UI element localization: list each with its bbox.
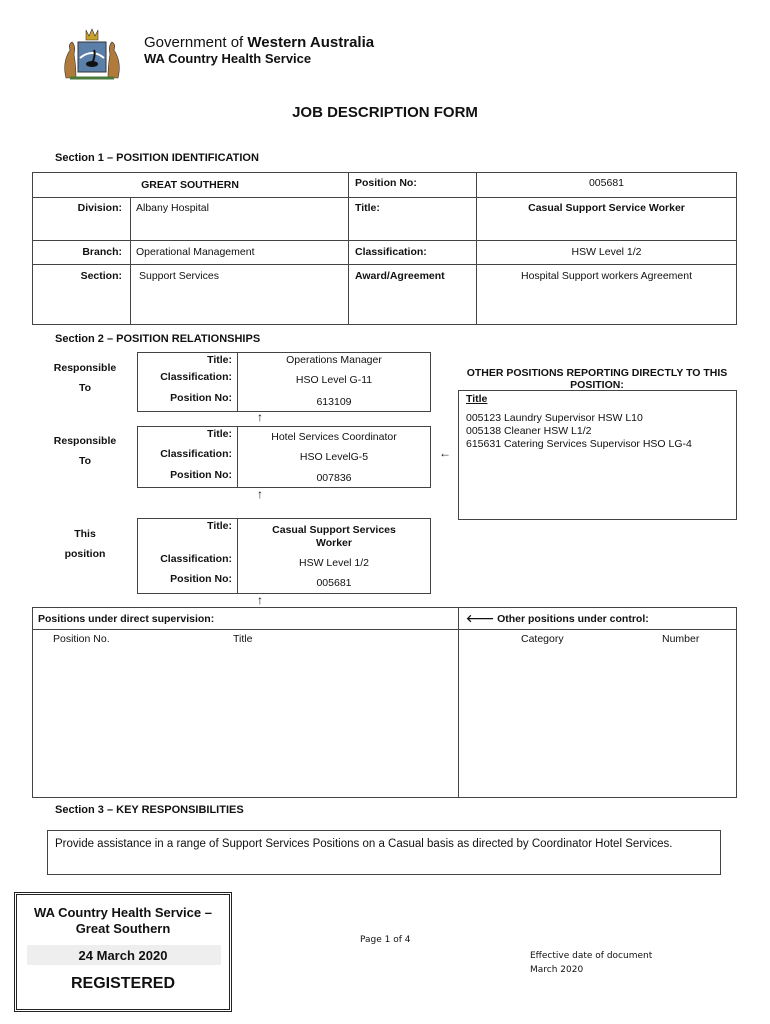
- service-heading: WA Country Health Service: [144, 51, 312, 66]
- section3-heading: Section 3 – KEY RESPONSIBILITIES: [55, 804, 244, 816]
- classification-value: HSW Level 1/2: [571, 246, 642, 258]
- coat-of-arms-logo: [56, 24, 128, 84]
- other-positions-list: [466, 412, 692, 451]
- list-item: 615631 Catering Services Supervisor HSO LG-4: [466, 438, 692, 450]
- position-no-label: Position No:: [355, 177, 417, 189]
- this-text: This: [74, 528, 96, 540]
- stamp-line2: Great Southern: [75, 921, 171, 936]
- supervision-table: [32, 607, 737, 798]
- stamp-date: 24 March 2020: [78, 948, 168, 963]
- branch-label: Branch:: [82, 246, 122, 258]
- section-label: Section:: [80, 270, 122, 282]
- col-title: Title: [233, 633, 253, 645]
- division-label: Division:: [77, 202, 122, 214]
- branch-value: Operational Management: [136, 246, 255, 258]
- arrow-up-icon: ↑: [257, 410, 263, 424]
- box3-title-label: Title:: [207, 520, 232, 532]
- box1-classification: HSO Level G-11: [295, 374, 373, 386]
- box1-classification-label: Classification:: [160, 371, 232, 383]
- list-item: 005123 Laundry Supervisor HSW L10: [466, 412, 643, 424]
- this-position-label: [46, 524, 124, 564]
- award-value: Hospital Support workers Agreement: [521, 270, 692, 282]
- responsible-text: Responsible: [53, 362, 117, 374]
- list-item: 005138 Cleaner HSW L1/2: [466, 425, 592, 437]
- other-positions-box: [458, 390, 737, 520]
- responsible-to-label-1: [46, 358, 124, 398]
- box2-title-label: Title:: [207, 428, 232, 440]
- direct-supervision-label: Positions under direct supervision:: [38, 613, 215, 625]
- to-text: To: [78, 455, 92, 467]
- arrow-up-icon: ↑: [257, 487, 263, 501]
- government-heading: [144, 34, 374, 51]
- stamp-line1: WA Country Health Service –: [34, 905, 212, 920]
- box1-position-no: 613109: [316, 396, 352, 408]
- other-control-label: [466, 612, 649, 625]
- page-number: Page 1 of 4: [360, 935, 411, 945]
- box1-title: Operations Manager: [286, 354, 382, 366]
- arrow-up-icon: ↑: [257, 593, 263, 607]
- box3-position-no: 005681: [316, 577, 352, 589]
- title-label: Title:: [355, 202, 380, 214]
- col-position-no: Position No.: [53, 633, 110, 645]
- box2-classification: HSO LevelG-5: [299, 451, 369, 463]
- box1-position-no-label: Position No:: [170, 392, 232, 404]
- box2-position-no: 007836: [316, 472, 352, 484]
- col-category: Category: [521, 633, 564, 645]
- effective-date-value: March 2020: [530, 965, 584, 975]
- division-value: Albany Hospital: [136, 202, 209, 214]
- form-title: JOB DESCRIPTION FORM: [292, 104, 478, 121]
- stamp-status: REGISTERED: [70, 975, 175, 992]
- other-title-label: Title: [466, 393, 488, 405]
- box3-title: Casual Support Services Worker: [272, 524, 396, 549]
- arrow-left-icon: 🡐: [466, 613, 498, 625]
- effective-date-label: Effective date of document: [530, 951, 653, 961]
- gov-state: Western Australia: [247, 34, 375, 51]
- section2-heading: Section 2 – POSITION RELATIONSHIPS: [55, 333, 261, 345]
- responsible-to-label-2: [46, 431, 124, 471]
- section-value: Support Services: [139, 270, 219, 282]
- key-responsibilities-text: Provide assistance in a range of Support Services Positions on a Casual basis as directed by Coordinator Hotel Services.: [55, 838, 673, 850]
- arrow-left-icon: ←: [439, 446, 451, 460]
- gov-prefix: Government of: [144, 34, 244, 51]
- region-label: GREAT SOUTHERN: [141, 179, 239, 191]
- position-text: position: [64, 548, 106, 560]
- other-positions-heading: OTHER POSITIONS REPORTING DIRECTLY TO THIS POSITION:: [466, 367, 728, 391]
- award-label: Award/Agreement: [355, 270, 445, 282]
- to-text: To: [78, 382, 92, 394]
- box3-classification-label: Classification:: [160, 553, 232, 565]
- section1-heading: Section 1 – POSITION IDENTIFICATION: [55, 152, 259, 164]
- box1-title-label: Title:: [207, 354, 232, 366]
- title-value: Casual Support Service Worker: [528, 202, 685, 214]
- box3-classification: HSW Level 1/2: [298, 557, 370, 569]
- box2-title: Hotel Services Coordinator: [271, 431, 397, 443]
- registered-stamp: [14, 892, 232, 1012]
- position-no-value: 005681: [588, 177, 625, 189]
- box3-position-no-label: Position No:: [170, 573, 232, 585]
- box2-position-no-label: Position No:: [170, 469, 232, 481]
- classification-label: Classification:: [355, 246, 427, 258]
- other-control-text: Other positions under control:: [497, 613, 649, 625]
- responsible-text: Responsible: [53, 435, 117, 447]
- box2-classification-label: Classification:: [160, 448, 232, 460]
- col-number: Number: [662, 633, 700, 645]
